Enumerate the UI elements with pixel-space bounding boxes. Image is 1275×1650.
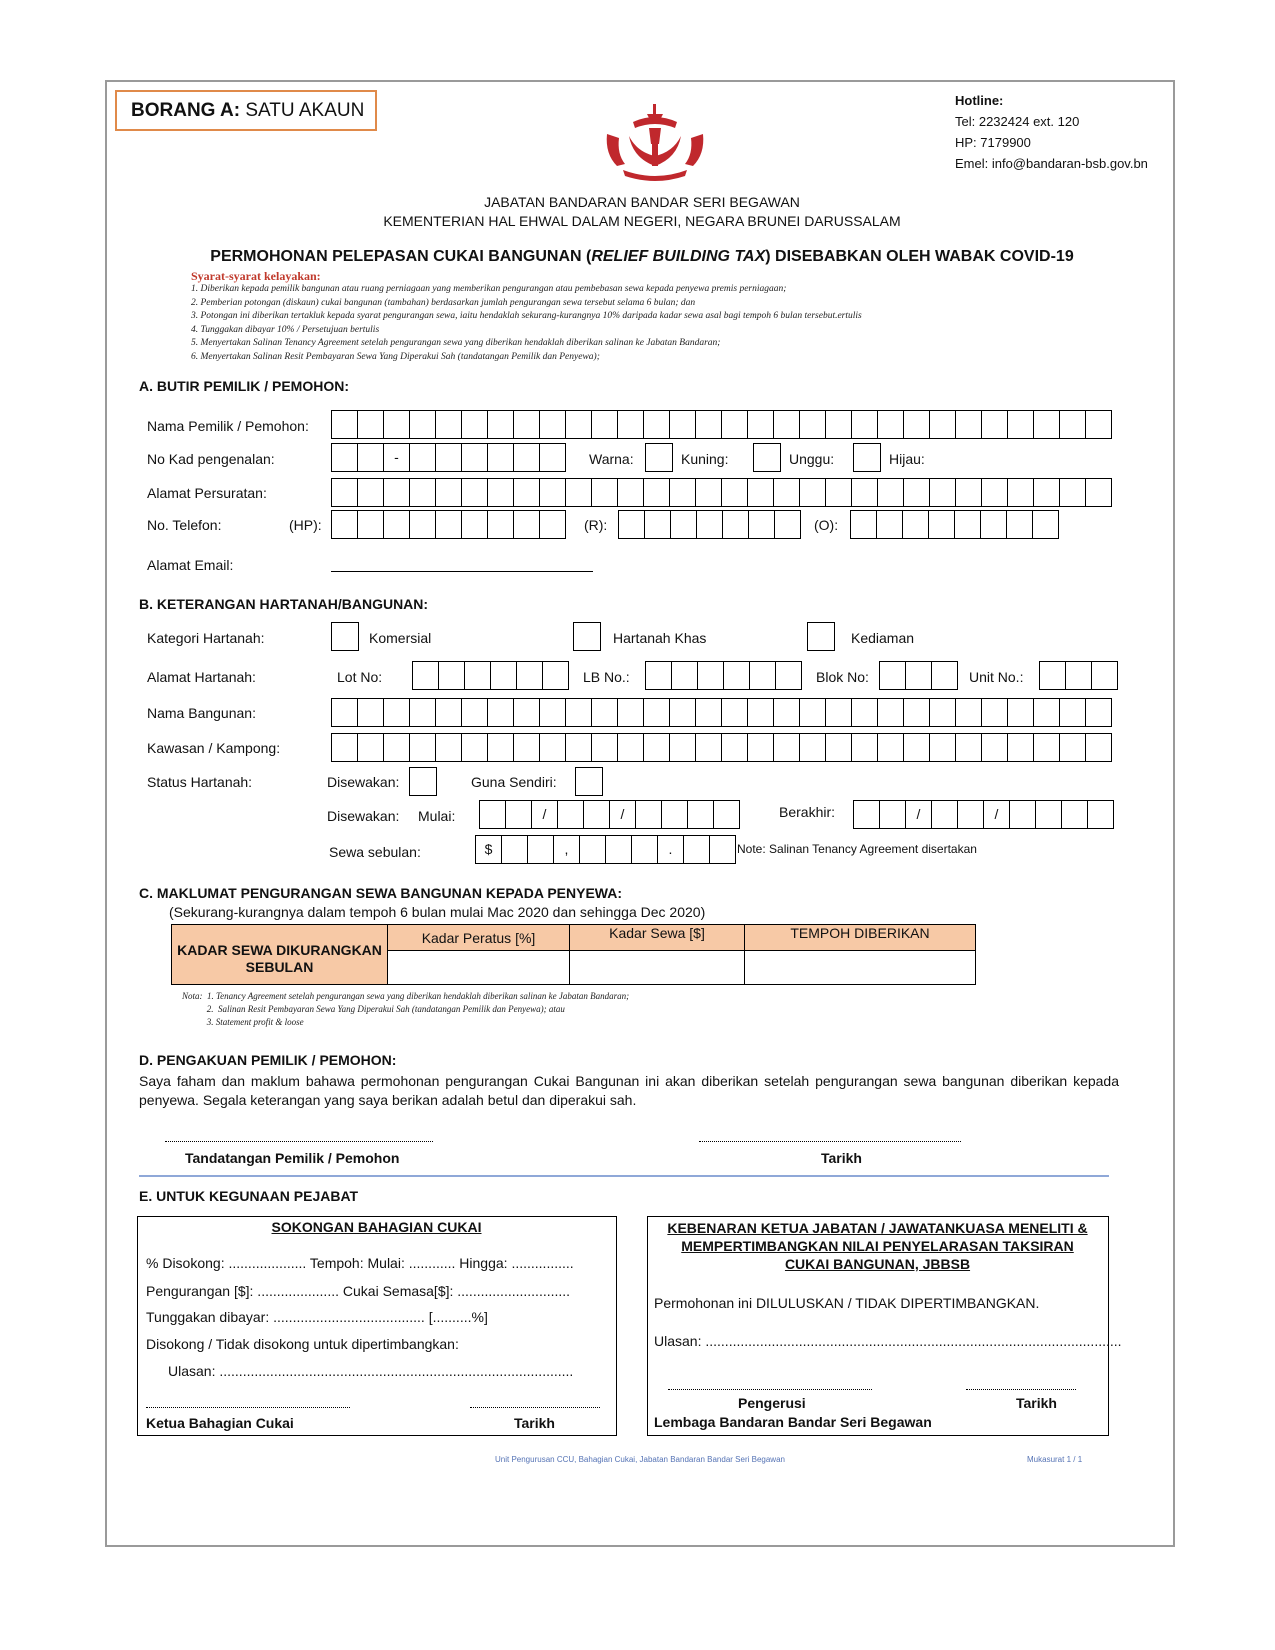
lot-input[interactable]: [412, 661, 569, 690]
blok-input[interactable]: [879, 661, 958, 690]
phone-o-input[interactable]: [850, 510, 1059, 539]
email-label: Alamat Email:: [147, 557, 234, 573]
pengerusi-date-line[interactable]: [966, 1389, 1076, 1390]
area-input[interactable]: [331, 733, 1112, 762]
pengerusi-label: Pengerusi: [738, 1395, 806, 1411]
section-b-title: B. KETERANGAN HARTANAH/BANGUNAN:: [139, 596, 429, 612]
eligibility-item: 4. Tunggakan dibayar 10% / Persetujuan bertulis: [191, 324, 380, 335]
hijau-label: Hijau:: [889, 451, 925, 467]
hartanah-khas-checkbox[interactable]: [573, 622, 601, 651]
lembaga-label: Lembaga Bandaran Bandar Seri Begawan: [654, 1414, 932, 1430]
note-item: 2. Salinan Resit Pembayaran Sewa Yang Diperakui Sah (tandatangan Pemilik dan Penyewa); atau: [182, 1004, 565, 1014]
tenancy-note: Note: Salinan Tenancy Agreement disertakan: [737, 842, 977, 856]
hotline-email: Emel: info@bandaran-bsb.gov.bn: [955, 156, 1148, 171]
section-a-title: A. BUTIR PEMILIK / PEMOHON:: [139, 378, 349, 394]
eligibility-item: 2. Pemberian potongan (diskaun) cukai bangunan (tambahan) berdasarkan jumlah pengurangan sewa tersebut selama 6 bulan; dan: [191, 297, 696, 308]
eligibility-item: 6. Menyertakan Salinan Resit Pembayaran Sewa Yang Diperakui Sah (tandatangan Pemilik dan Penyewa);: [191, 351, 600, 362]
tax-support-title: SOKONGAN BAHAGIAN CUKAI: [271, 1219, 482, 1235]
eligibility-item: 1. Diberikan kepada pemilik bangunan atau ruang perniagaan yang memberikan pengurangan atau pembebasan sewa kepada penyewa premis perniagaan;: [191, 284, 787, 294]
ketua-date-line[interactable]: [470, 1407, 600, 1408]
section-d-title: D. PENGAKUAN PEMILIK / PEMOHON:: [139, 1052, 397, 1068]
komersial-checkbox[interactable]: [331, 622, 359, 651]
pengerusi-signature-line[interactable]: [668, 1389, 872, 1390]
table-row-header: KADAR SEWA DIKURANGKAN SEBULAN: [172, 925, 388, 985]
owner-signature-line[interactable]: [165, 1141, 433, 1142]
pengerusi-date-label: Tarikh: [1016, 1395, 1057, 1411]
email-field[interactable]: [331, 571, 593, 572]
disewakan-label: Disewakan:: [327, 774, 400, 790]
disokong-tidak-line: Disokong / Tidak disokong untuk dipertimbangkan:: [146, 1336, 459, 1352]
approval-panel: [647, 1216, 1122, 1436]
unggu-checkbox[interactable]: [853, 443, 881, 472]
approval-title: KEBENARAN KETUA JABATAN / JAWATANKUASA MENELITI & MEMPERTIMBANGKAN NILAI PENYELARASAN TAKSIRAN CUKAI BANGUNAN, JBBSB: [667, 1220, 1088, 1272]
phone-hp-label: (HP):: [289, 517, 322, 533]
berakhir-label: Berakhir:: [779, 804, 836, 820]
kuning-label: Kuning:: [681, 451, 729, 467]
rent-reduction-table: [171, 924, 976, 985]
ulasan-left-line[interactable]: Ulasan: ...........................................................................................: [168, 1363, 574, 1379]
hotline-block: [955, 90, 1148, 174]
owner-name-label: Nama Pemilik / Pemohon:: [147, 418, 309, 434]
footer-unit: Unit Pengurusan CCU, Bahagian Cukai, Jabatan Bandaran Bandar Seri Begawan: [495, 1455, 785, 1464]
ketua-signature-line[interactable]: [146, 1407, 350, 1408]
end-date-input[interactable]: / /: [853, 800, 1114, 829]
monthly-rent-input[interactable]: $ , .: [475, 835, 736, 864]
table-cell-tempoh[interactable]: [745, 951, 976, 985]
pengurangan-line[interactable]: Pengurangan [$]: ..................... Cukai Semasa[$]: .............................: [146, 1283, 571, 1299]
table-col-kadar-peratus: Kadar Peratus [%]: [388, 925, 570, 951]
lb-label: LB No.:: [583, 669, 630, 685]
building-name-label: Nama Bangunan:: [147, 705, 256, 721]
ketua-date-label: Tarikh: [514, 1415, 555, 1431]
lb-input[interactable]: [645, 661, 802, 690]
table-cell-kadar-peratus[interactable]: [388, 951, 570, 985]
ketua-label: Ketua Bahagian Cukai: [146, 1415, 294, 1431]
building-name-input[interactable]: [331, 698, 1112, 727]
ic-number-input[interactable]: [331, 443, 566, 472]
table-col-kadar-sewa: Kadar Sewa [$]: [570, 925, 745, 951]
section-c-subtitle: (Sekurang-kurangnya dalam tempoh 6 bulan mulai Mac 2020 dan sehingga Dec 2020): [169, 904, 706, 920]
hotline-hp: HP: 7179900: [955, 135, 1031, 150]
note-item: Nota: 1. Tenancy Agreement setelah pengurangan sewa yang diberikan hendaklah diberikan salinan ke Jabatan Bandaran;: [182, 991, 630, 1001]
komersial-label: Komersial: [369, 630, 432, 646]
declaration-date-line[interactable]: [699, 1141, 961, 1142]
property-status-label: Status Hartanah:: [147, 774, 253, 790]
eligibility-title: Syarat-syarat kelayakan:: [191, 269, 321, 283]
property-category-label: Kategori Hartanah:: [147, 630, 265, 646]
hotline-tel: Tel: 2232424 ext. 120: [955, 114, 1080, 129]
start-date-input[interactable]: / /: [479, 800, 740, 829]
brunei-crest-icon: [603, 104, 707, 184]
guna-sendiri-label: Guna Sendiri:: [471, 774, 557, 790]
form-page: [105, 80, 1175, 1547]
footer-page-number: Mukasurat 1 / 1: [1027, 1455, 1083, 1464]
mulai-label: Mulai:: [418, 808, 456, 824]
form-title: PERMOHONAN PELEPASAN CUKAI BANGUNAN (RELIEF BUILDING TAX) DISEBABKAN OLEH WABAK COVID-19: [210, 248, 1074, 265]
hotline-title: Hotline:: [955, 93, 1004, 108]
phone-r-label: (R):: [584, 517, 608, 533]
unit-label: Unit No.:: [969, 669, 1024, 685]
property-address-label: Alamat Hartanah:: [147, 669, 256, 685]
hartanah-khas-label: Hartanah Khas: [613, 630, 707, 646]
owner-signature-label: Tandatangan Pemilik / Pemohon: [185, 1150, 400, 1166]
declaration-text: Saya faham dan maklum bahawa permohonan pengurangan Cukai Bangunan ini akan diberikan setelah pengurangan sewa bangunan diberikan kepada penyewa. Segala keterangan yang saya berikan adalah betul dan diperakui sah.: [139, 1073, 1119, 1108]
mailing-address-label: Alamat Persuratan:: [147, 485, 267, 501]
tunggakan-line[interactable]: Tunggakan dibayar: ....................................... [..........%]: [146, 1309, 488, 1325]
kuning-checkbox[interactable]: [753, 443, 781, 472]
guna-sendiri-checkbox[interactable]: [575, 767, 603, 796]
department-name: JABATAN BANDARAN BANDAR SERI BEGAWAN: [484, 194, 800, 210]
section-divider: [139, 1175, 1109, 1177]
owner-name-input[interactable]: [331, 410, 1112, 439]
warna-label: Warna:: [589, 451, 634, 467]
ulasan-right-line[interactable]: Ulasan: ...........................................................................................................: [654, 1333, 1122, 1349]
phone-o-label: (O):: [814, 517, 839, 533]
section-e-title: E. UNTUK KEGUNAAN PEJABAT: [139, 1188, 359, 1204]
declaration-date-label: Tarikh: [821, 1150, 862, 1166]
eligibility-item: 3. Potongan ini diberikan tertakluk kepada syarat pengurangan sewa, iaitu hendaklah sekurang-kurangnya 10% daripada kadar sewa asal bagi tempoh 6 bulan tersebut.ertulis: [191, 311, 862, 321]
table-cell-kadar-sewa[interactable]: [570, 951, 745, 985]
form-label-badge: BORANG A: SATU AKAUN: [115, 90, 377, 131]
area-label: Kawasan / Kampong:: [147, 740, 281, 756]
disewakan-period-label: Disewakan:: [327, 808, 400, 824]
monthly-rent-label: Sewa sebulan:: [329, 844, 421, 860]
mailing-address-input[interactable]: [331, 478, 1112, 507]
ic-number-label: No Kad pengenalan:: [147, 451, 275, 467]
tax-support-panel: [137, 1216, 617, 1436]
section-c-title: C. MAKLUMAT PENGURANGAN SEWA BANGUNAN KEPADA PENYEWA:: [139, 885, 622, 901]
lot-label: Lot No:: [337, 669, 383, 685]
unggu-label: Unggu:: [789, 451, 835, 467]
ic-dash: -: [384, 444, 410, 471]
kediaman-checkbox[interactable]: [807, 622, 835, 651]
eligibility-list: [191, 283, 862, 364]
unit-input[interactable]: [1039, 661, 1118, 690]
section-c-notes: [182, 990, 629, 1029]
eligibility-item: 5. Menyertakan Salinan Tenancy Agreement setelah pengurangan sewa yang diberikan hendaklah diberikan salinan ke Jabatan Bandaran;: [191, 338, 721, 348]
phone-r-input[interactable]: [618, 510, 801, 539]
table-col-tempoh: TEMPOH DIBERIKAN: [745, 925, 976, 951]
phone-label: No. Telefon:: [147, 517, 222, 533]
warna-checkbox[interactable]: [645, 443, 673, 472]
disokong-line[interactable]: % Disokong: .................... Tempoh: Mulai: ............ Hingga: ................: [146, 1255, 574, 1271]
phone-hp-input[interactable]: [331, 510, 566, 539]
blok-label: Blok No:: [816, 669, 869, 685]
ministry-name: KEMENTERIAN HAL EHWAL DALAM NEGERI, NEGARA BRUNEI DARUSSALAM: [383, 213, 901, 229]
disewakan-checkbox[interactable]: [409, 767, 437, 796]
kediaman-label: Kediaman: [851, 630, 915, 646]
note-item: 3. Statement profit & loose: [182, 1017, 304, 1027]
approval-status-line[interactable]: Permohonan ini DILULUSKAN / TIDAK DIPERTIMBANGKAN.: [654, 1295, 1040, 1311]
